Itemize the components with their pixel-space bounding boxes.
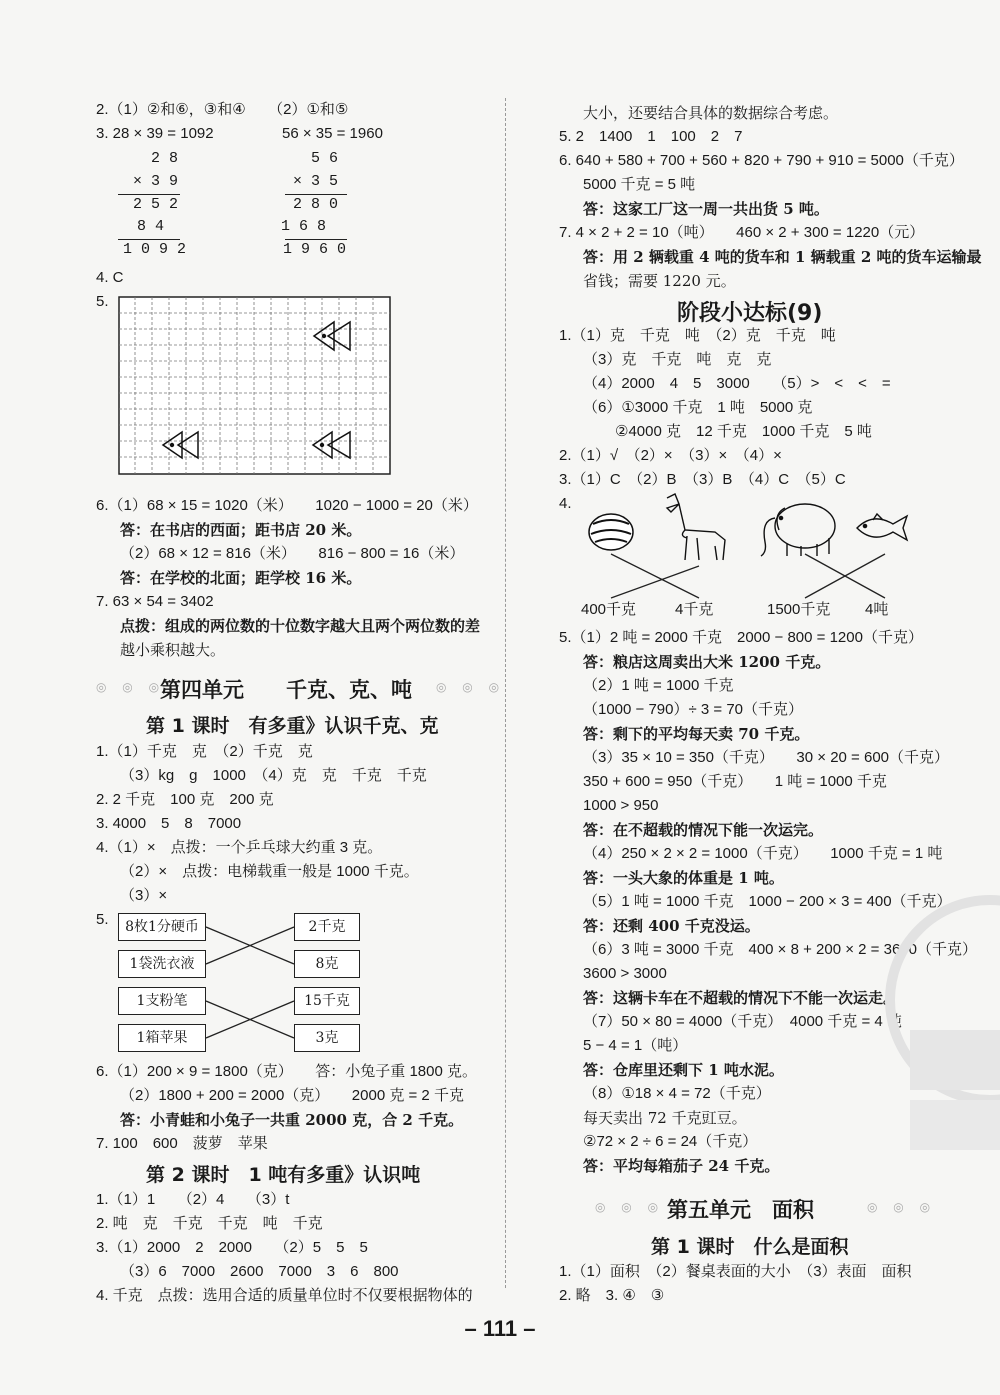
s-line: 答：在不超载的情况下能一次运完。 [583, 821, 824, 839]
weight-label: 4千克 [675, 601, 714, 618]
lesson1-title: 第 1 课时 有多重》认识千克、克 [146, 715, 439, 737]
watermark-logo [880, 880, 1000, 1260]
s-line: （4）2000 4 5 3000 （5）> < < = [583, 375, 891, 392]
s-line: （3）克 千克 吨 克 克 [583, 351, 772, 368]
match-left-box: 1支粉笔 [118, 987, 206, 1015]
s-line: 1.（1）克 千克 吨 （2）克 千克 吨 [559, 327, 836, 344]
l1-line: 7. 100 600 菠萝 苹果 [96, 1135, 268, 1152]
l1-line: （2）× 点拨：电梯载重一般是 1000 千克。 [120, 863, 419, 880]
answer-6-2: 答：在书店的西面；距书店 20 米。 [120, 521, 362, 539]
r-line: 省钱；需要 1220 元。 [583, 272, 736, 290]
mult-row: 8 4 [136, 218, 164, 235]
answer-3-eq1: 3. 28 × 39 = 1092 [96, 125, 214, 142]
s-line: 350 + 600 = 950（千克） 1 吨 = 1000 千克 [583, 773, 887, 790]
mult-row: 2 5 2 [132, 196, 178, 213]
l1-line: 1.（1）千克 克 （2）千克 克 [96, 743, 313, 760]
column-divider [505, 98, 506, 1288]
s-line: 3600 > 3000 [583, 965, 667, 982]
s-line: 4. [559, 495, 572, 512]
answer-6-3: （2）68 × 12 = 816（米） 816 − 800 = 16（米） [120, 545, 465, 562]
r-line: 5000 千克 = 5 吨 [583, 176, 696, 193]
answer-2: 2.（1）②和⑥，③和④ （2）①和⑤ [96, 101, 349, 118]
answer-7-3: 越小乘积越大。 [120, 641, 226, 659]
answer-5: 5. [96, 293, 109, 310]
l1-line: （2）1800 + 200 = 2000（克） 2000 克 = 2 千克 [120, 1087, 464, 1104]
mult-row: 5 6 [310, 150, 338, 167]
r-line: 6. 640 + 580 + 700 + 560 + 820 + 790 + 910 = 5000（千克） [559, 152, 964, 169]
answer-6-4: 答：在学校的北面；距学校 16 米。 [120, 569, 362, 587]
mult-row: 1 6 8 [280, 218, 326, 235]
r-line: 答：这家工厂这一周一共出货 5 吨。 [583, 200, 829, 218]
answer-3-eq2: 56 × 35 = 1960 [282, 125, 383, 142]
match-right-box: 2千克 [294, 913, 360, 941]
unit5-title: 第五单元 面积 [667, 1198, 814, 1222]
l2-line: （3）6 7000 2600 7000 3 6 800 [120, 1263, 399, 1280]
match-right-box: 15千克 [294, 987, 360, 1015]
answer-7-1: 7. 63 × 54 = 3402 [96, 593, 214, 610]
s-line: 答：还剩 400 千克没运。 [583, 917, 760, 935]
s-line: 答：仓库里还剩下 1 吨水泥。 [583, 1061, 784, 1079]
s-line: ②72 × 2 ÷ 6 = 24（千克） [583, 1133, 758, 1150]
mult-row: 2 8 [150, 150, 178, 167]
s-line: （6）①3000 千克 1 吨 5000 克 [583, 399, 813, 416]
picture-matching-lines [611, 554, 885, 598]
heading-decoration: ◎ ◎ ◎ [595, 1200, 665, 1214]
s-line: 答：平均每箱茄子 24 千克。 [583, 1157, 780, 1175]
s-line: （2）1 吨 = 1000 千克 [583, 677, 734, 694]
s-line: 5.（1）2 吨 = 2000 千克 2000 − 800 = 1200（千克） [559, 629, 923, 646]
l2-line: 3.（1）2000 2 2000 （2）5 5 5 [96, 1239, 368, 1256]
mult-row: × 3 9 [132, 173, 178, 190]
s-line: （3）35 × 10 = 350（千克） 30 × 20 = 600（千克） [583, 749, 950, 766]
answer-6-1: 6.（1）68 × 15 = 1020（米） 1020 − 1000 = 20（米） [96, 497, 478, 514]
elephant-icon [761, 504, 835, 556]
l1-line: （3）kg g 1000 （4）克 克 千克 千克 [120, 767, 427, 784]
l1-line: 答：小青蛙和小兔子一共重 2000 克，合 2 千克。 [120, 1111, 464, 1129]
match-left-box: 1箱苹果 [118, 1024, 206, 1052]
mult-row: 1 0 9 2 [122, 241, 186, 258]
r-line: 答：用 2 辆载重 4 吨的货车和 1 辆载重 2 吨的货车运输最 [583, 248, 982, 266]
l2-line: 1.（1）1 （2）4 （3）t [96, 1191, 290, 1208]
picture-matching-figure [575, 490, 915, 600]
l2-line: 2. 吨 克 千克 千克 吨 千克 [96, 1215, 323, 1232]
s-line: （4）250 × 2 × 2 = 1000（千克） 1000 千克 = 1 吨 [583, 845, 943, 862]
s-line: 答：剩下的平均每天卖 70 千克。 [583, 725, 810, 743]
matching-lines [206, 913, 294, 1053]
stage-title: 阶段小达标(9) [677, 301, 823, 326]
answer-7-2: 点拨：组成的两位数的十位数字越大且两个两位数的差 [120, 617, 481, 635]
s-line: 3.（1）C （2）B （3）B （4）C （5）C [559, 471, 846, 488]
l1-line: 4.（1）× 点拨：一个乒乓球大约重 3 克。 [96, 839, 383, 856]
s-line: 每天卖出 72 千克豇豆。 [583, 1109, 747, 1127]
s-line: 答：一头大象的体重是 1 吨。 [583, 869, 784, 887]
l1-line: 5. [96, 911, 109, 928]
s-line: 答：这辆卡车在不超载的情况下不能一次运走。 [583, 989, 899, 1007]
u-line: 1.（1）面积 （2）餐桌表面的大小 （3）表面 面积 [559, 1263, 912, 1280]
unit4-title: 第四单元 千克、克、吨 [160, 678, 412, 702]
s-line: （7）50 × 80 = 4000（千克） 4000 千克 = 4 吨 [583, 1013, 902, 1030]
s-line: ②4000 克 12 千克 1000 千克 5 吨 [615, 423, 872, 440]
mult-row: 1 9 6 0 [282, 241, 346, 258]
grid-figure [118, 296, 392, 476]
l2-line: 4. 千克 点拨：选用合适的质量单位时不仅要根据物体的 [96, 1287, 473, 1304]
l1-line: 2. 2 千克 100 克 200 克 [96, 791, 274, 808]
fish-icon [857, 514, 907, 540]
horse-icon [667, 494, 725, 560]
answer-4: 4. C [96, 269, 124, 286]
lesson2-title: 第 2 课时 1 吨有多重》认识吨 [146, 1164, 421, 1186]
weight-label: 400千克 [581, 601, 637, 618]
s-line: （8）①18 × 4 = 72（千克） [583, 1085, 771, 1102]
s-line: 5 − 4 = 1（吨） [583, 1037, 688, 1054]
mult-row: 2 8 0 [292, 196, 338, 213]
r-line: 5. 2 1400 1 100 2 7 [559, 128, 743, 145]
page-number: – 111 – [464, 1316, 536, 1341]
s-line: （5）1 吨 = 1000 千克 1000 − 200 × 3 = 400（千克） [583, 893, 952, 910]
weight-label: 1500千克 [767, 601, 831, 618]
s-line: （6）3 吨 = 3000 千克 400 × 8 + 200 × 2 = 3600（千克） [583, 941, 977, 958]
s-line: 2.（1）√ （2）× （3）× （4）× [559, 447, 782, 464]
r-line: 7. 4 × 2 + 2 = 10（吨） 460 × 2 + 300 = 1220（元） [559, 224, 925, 241]
watermelon-icon [589, 514, 633, 550]
heading-decoration: ◎ ◎ ◎ [96, 680, 166, 694]
s-line: 1000 > 950 [583, 797, 659, 814]
mult-row: × 3 5 [292, 173, 338, 190]
u-line: 2. 略 3. ④ ③ [559, 1287, 665, 1304]
match-right-box: 8克 [294, 950, 360, 978]
weight-label: 4吨 [865, 601, 889, 618]
heading-decoration: ◎ ◎ ◎ [867, 1200, 937, 1214]
match-right-box: 3克 [294, 1024, 360, 1052]
l1-line: （3）× [120, 887, 168, 904]
lesson51-title: 第 1 课时 什么是面积 [651, 1236, 849, 1258]
heading-decoration: ◎ ◎ ◎ [436, 680, 506, 694]
s-line: （1000 − 790）÷ 3 = 70（千克） [583, 701, 804, 718]
l1-line: 6.（1）200 × 9 = 1800（克） 答：小兔子重 1800 克。 [96, 1063, 477, 1080]
r-line: 大小，还要结合具体的数据综合考虑。 [583, 104, 839, 122]
l1-line: 3. 4000 5 8 7000 [96, 815, 242, 832]
match-left-box: 1袋洗衣液 [118, 950, 206, 978]
s-line: 答：粮店这周卖出大米 1200 千克。 [583, 653, 831, 671]
match-left-box: 8枚1分硬币 [118, 913, 206, 941]
